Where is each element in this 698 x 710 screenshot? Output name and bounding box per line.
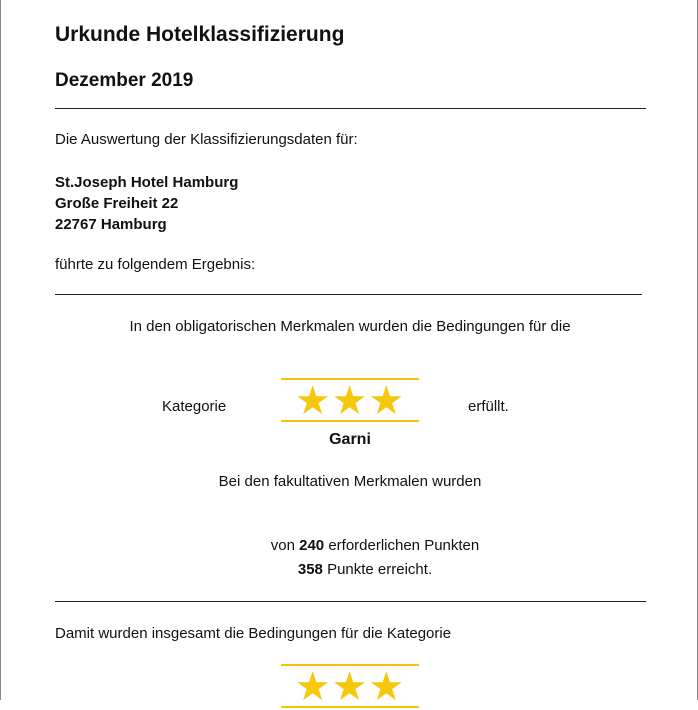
divider-bottom (55, 601, 646, 602)
fulfilled-text: erfüllt. (468, 398, 509, 415)
divider-top (55, 108, 646, 109)
facultative-text: Bei den fakultativen Merkmalen wurden (218, 473, 482, 490)
category-suffix: Garni (329, 431, 371, 448)
certificate-title: Urkunde Hotelklassifizierung (55, 23, 345, 46)
points-required-suffix: erforderlichen Punkten (328, 537, 480, 554)
three-stars-icon: ★★★ (294, 664, 406, 710)
hotel-address (55, 172, 238, 235)
divider-middle (55, 294, 642, 295)
points-required (231, 537, 519, 554)
points-achieved-suffix: Punkte erreicht. (327, 561, 433, 578)
total-text: Damit wurden insgesamt die Bedingungen für die Kategorie (55, 625, 452, 642)
points-achieved-value: 358 (297, 561, 323, 578)
points-prefix: von (270, 537, 295, 554)
hotel-name: St.Joseph Hotel Hamburg (55, 174, 239, 191)
hotel-city: 22767 Hamburg (55, 216, 167, 233)
certificate-date: Dezember 2019 (55, 70, 194, 91)
star-rating-2 (281, 664, 419, 708)
points-required-value: 240 (299, 537, 325, 554)
three-stars-icon: ★★★ (294, 378, 406, 424)
hotel-street: Große Freiheit 22 (55, 195, 179, 212)
intro-text: Die Auswertung der Klassifizierungsdaten für: (55, 131, 358, 148)
points-achieved (231, 561, 499, 578)
obligatory-text: In den obligatorischen Merkmalen wurden die Bedingungen für die (129, 318, 571, 335)
result-intro-text: führte zu folgendem Ergebnis: (55, 256, 256, 273)
star-rating-1 (281, 378, 419, 422)
category-label: Kategorie (162, 398, 227, 415)
